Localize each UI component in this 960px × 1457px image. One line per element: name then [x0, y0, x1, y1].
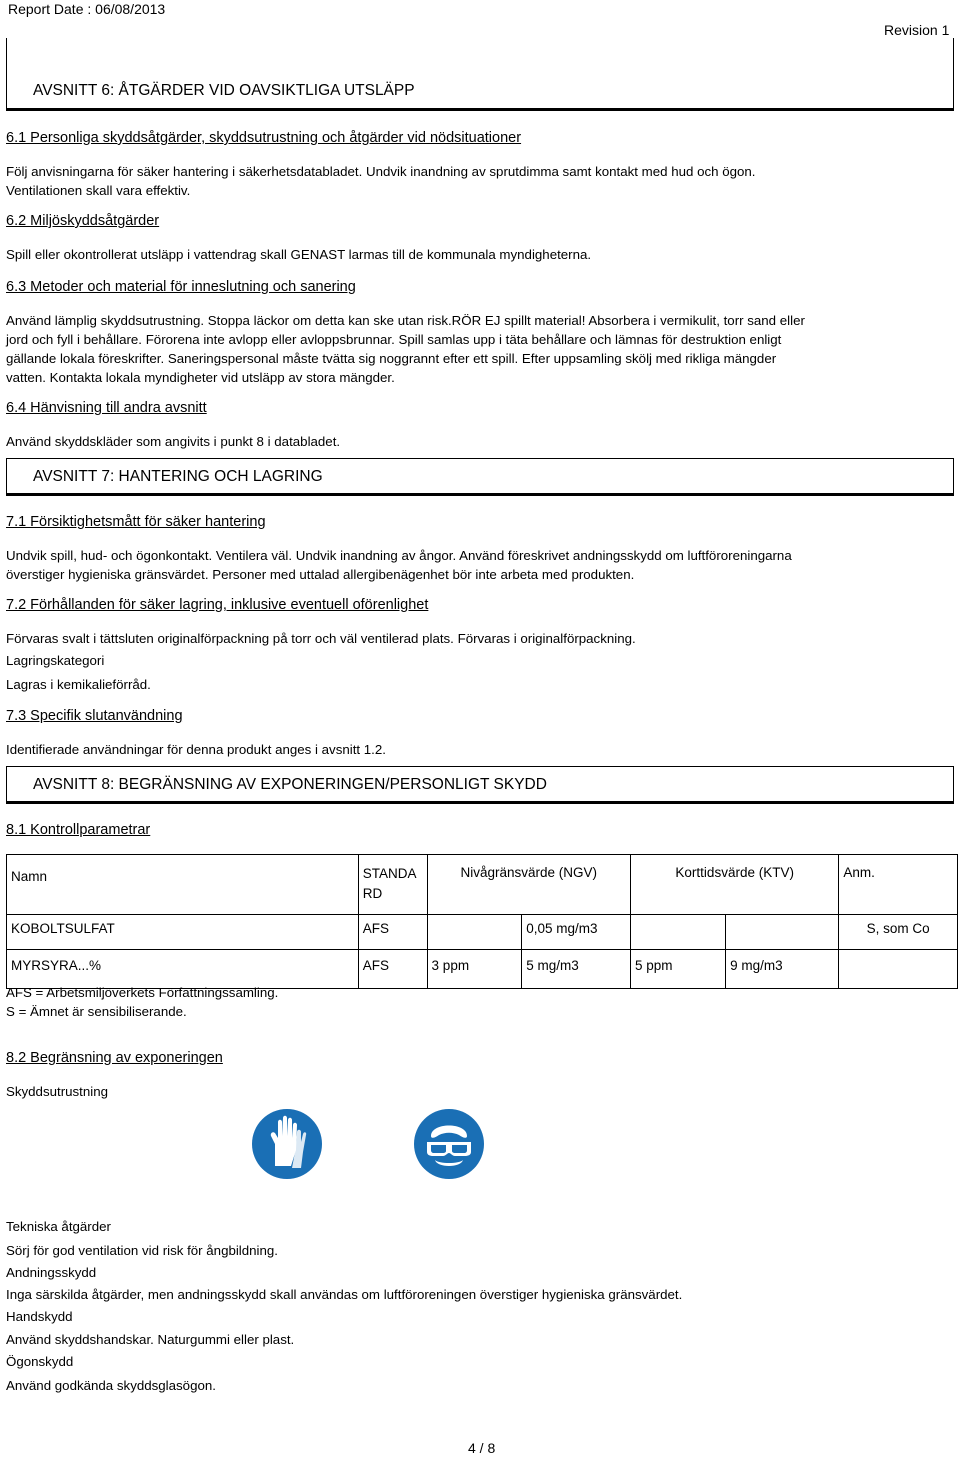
heading-7-1: 7.1 Försiktighetsmått för säker hantering — [6, 514, 266, 530]
heading-6-3: 6.3 Metoder och material för inneslutning och sanering — [6, 279, 356, 295]
section-8-header — [6, 766, 954, 804]
cell-ngv-ppm: 3 ppm — [427, 950, 522, 989]
cell-standard: AFS — [358, 915, 427, 950]
goggles-icon — [413, 1108, 485, 1180]
text-6-2: Spill eller okontrollerat utsläpp i vattendrag skall GENAST larmas till de kommunala myndigheterna. — [6, 247, 592, 262]
heading-6-2: 6.2 Miljöskyddsåtgärder — [6, 213, 160, 229]
storage-class-value: Lagras i kemikalieförråd. — [6, 677, 151, 692]
text-6-3-line3: gällande lokala föreskrifter. Saneringspersonal måste tvätta sig noggrannt efter ett spill. Efter uppsamling skölj med rikliga mängder — [6, 351, 777, 366]
text-6-3-line1: Använd lämplig skyddsutrustning. Stoppa läckor om detta kan ske utan risk.RÖR EJ spillt material! Absorbera i vermikulit, torr sand eller — [6, 313, 805, 328]
table-row — [7, 915, 958, 950]
afs-note: AFS = Arbetsmiljöverkets Författningssamling. — [6, 985, 279, 1000]
text-6-1-line1: Följ anvisningarna för säker hantering i säkerhetsdatabladet. Undvik inandning av sprutdimma samt kontakt med hud och ögon. — [6, 164, 756, 179]
eye-protection-label: Ögonskydd — [6, 1354, 74, 1369]
tech-measures-text: Sörj för god ventilation vid risk för ångbildning. — [6, 1243, 278, 1258]
tech-measures-label: Tekniska åtgärder — [6, 1219, 111, 1234]
heading-8-2: 8.2 Begränsning av exponeringen — [6, 1050, 223, 1066]
exposure-limits-table — [6, 854, 958, 989]
gloves-icon — [251, 1108, 323, 1180]
section-8-title: AVSNITT 8: BEGRÄNSNING AV EXPONERINGEN/PERSONLIGT SKYDD — [33, 776, 547, 793]
cell-ngv-ppm — [427, 915, 522, 950]
cell-ktv-mg: 9 mg/m3 — [726, 950, 839, 989]
report-date: Report Date : 06/08/2013 — [8, 1, 166, 17]
hand-protection-text: Använd skyddshandskar. Naturgummi eller plast. — [6, 1332, 295, 1347]
header-ngv: Nivågränsvärde (NGV) — [427, 855, 630, 915]
text-7-3: Identifierade användningar för denna produkt anges i avsnitt 1.2. — [6, 742, 386, 757]
cell-ktv-ppm — [631, 915, 726, 950]
storage-class-label: Lagringskategori — [6, 653, 105, 668]
heading-7-3: 7.3 Specifik slutanvändning — [6, 708, 183, 724]
cell-name: KOBOLTSULFAT — [7, 915, 359, 950]
eye-protection-text: Använd godkända skyddsglasögon. — [6, 1378, 216, 1393]
ppe-label: Skyddsutrustning — [6, 1084, 108, 1099]
cell-note: S, som Co — [839, 915, 958, 950]
cell-ngv-mg: 5 mg/m3 — [522, 950, 631, 989]
text-6-3-line2: jord och fyll i behållare. Förorena inte avlopp eller avloppsbrunnar. Spill samlas upp i täta behållare och lämnas för destruktion enligt — [6, 332, 782, 347]
cell-ktv-mg — [726, 915, 839, 950]
sensitizer-note: S = Ämnet är sensibiliserande. — [6, 1004, 187, 1019]
cell-ngv-mg: 0,05 mg/m3 — [522, 915, 631, 950]
header-name: Namn — [7, 855, 359, 915]
section-7-title: AVSNITT 7: HANTERING OCH LAGRING — [33, 468, 323, 485]
heading-6-4: 6.4 Hänvisning till andra avsnitt — [6, 400, 207, 416]
cell-standard: AFS — [358, 950, 427, 989]
text-7-2: Förvaras svalt i tättsluten originalförpackning på torr och väl ventilerad plats. Förvaras i originalförpackning. — [6, 631, 636, 646]
cell-note — [839, 950, 958, 989]
respiratory-text: Inga särskilda åtgärder, men andningsskydd skall användas om luftföroreningen överstiger hygieniska gränsvärdet. — [6, 1287, 683, 1302]
text-7-1-line2: överstiger hygieniska gränsvärdet. Personer med uttalad allergibenägenhet bör inte arbeta med produkten. — [6, 567, 635, 582]
text-7-1-line1: Undvik spill, hud- och ögonkontakt. Ventilera väl. Undvik inandning av ångor. Använd föreskrivet andningsskydd om luftföroreningarna — [6, 548, 792, 563]
header-ktv: Korttidsvärde (KTV) — [631, 855, 839, 915]
section-6-header — [6, 38, 954, 111]
header-standard: STANDARD — [358, 855, 427, 915]
cell-ktv-ppm: 5 ppm — [631, 950, 726, 989]
section-7-header — [6, 458, 954, 496]
hand-protection-label: Handskydd — [6, 1309, 73, 1324]
cell-name: MYRSYRA...% — [7, 950, 359, 989]
heading-8-1: 8.1 Kontrollparametrar — [6, 822, 151, 838]
respiratory-label: Andningsskydd — [6, 1265, 97, 1280]
header-note: Anm. — [839, 855, 958, 915]
revision-label: Revision 1 — [884, 22, 950, 38]
text-6-4: Använd skyddskläder som angivits i punkt 8 i databladet. — [6, 434, 341, 449]
page-number: 4 / 8 — [468, 1440, 496, 1456]
table-header-row — [7, 855, 958, 915]
heading-7-2: 7.2 Förhållanden för säker lagring, inklusive eventuell oförenlighet — [6, 597, 429, 613]
section-6-title: AVSNITT 6: ÅTGÄRDER VID OAVSIKTLIGA UTSLÄPP — [33, 82, 415, 99]
text-6-3-line4: vatten. Kontakta lokala myndigheter vid utsläpp av stora mängder. — [6, 370, 395, 385]
heading-6-1: 6.1 Personliga skyddsåtgärder, skyddsutrustning och åtgärder vid nödsituationer — [6, 130, 522, 146]
text-6-1-line2: Ventilationen skall vara effektiv. — [6, 183, 191, 198]
